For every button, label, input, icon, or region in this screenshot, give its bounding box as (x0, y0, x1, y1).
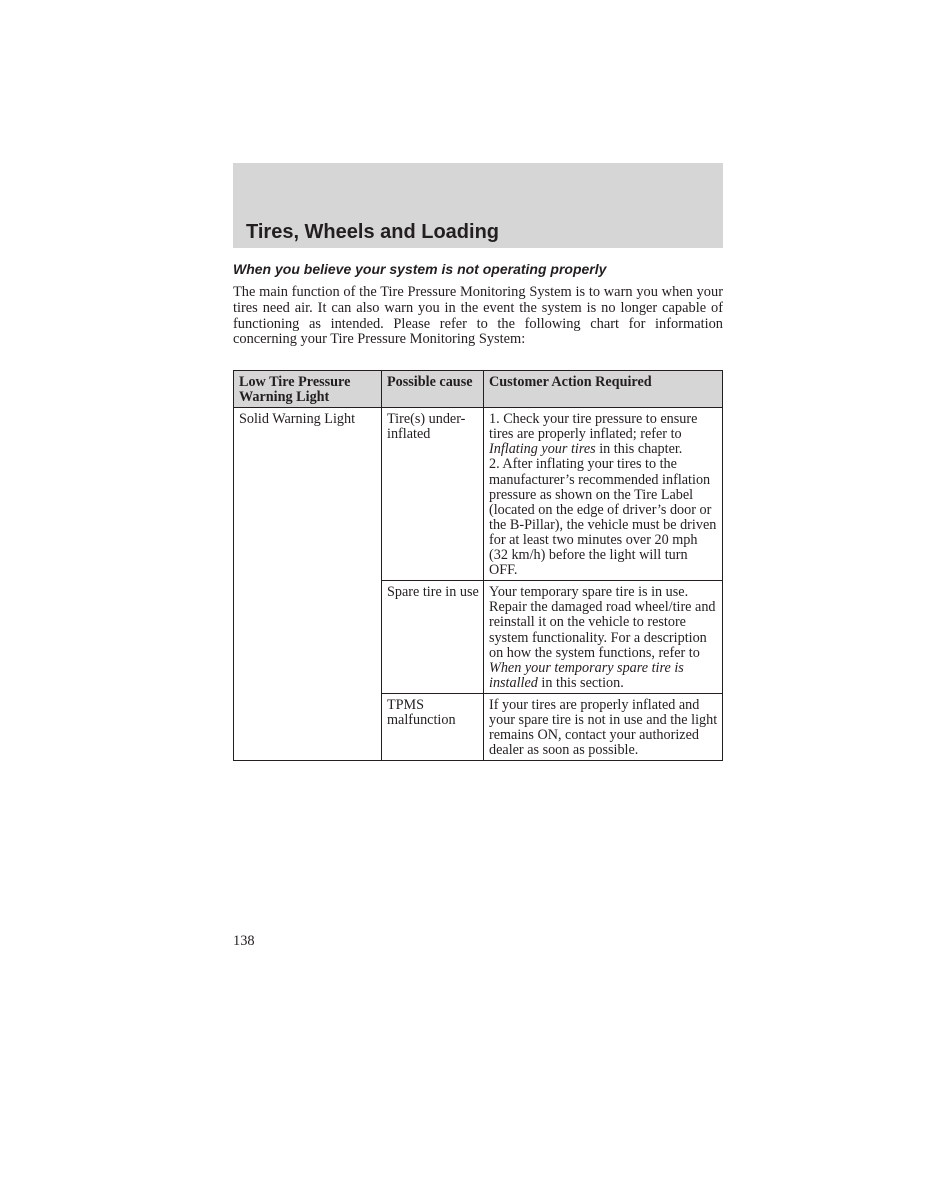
cause-cell: TPMS malfunction (382, 693, 484, 760)
header-customer-action: Customer Action Required (484, 371, 723, 408)
warning-light-cell: Solid Warning Light (234, 408, 382, 761)
page-number: 138 (233, 933, 255, 949)
intro-paragraph: The main function of the Tire Pressure Monitoring System is to warn you when your tires need air. It can also warn you in the event the system is no longer capable of functioning as intended. Please refer to the following chart for information concerning your Tire Pressure Monitoring System: (233, 284, 723, 348)
table-header-row (234, 371, 723, 408)
section-header-band (233, 163, 723, 248)
action-reference: When your temporary spare tire is installed (489, 659, 684, 691)
table-row (234, 408, 723, 581)
action-text: If your tires are properly inflated and your spare tire is not in use and the light remains ON, contact your authorized dealer as soon as possible. (489, 696, 718, 759)
header-possible-cause: Possible cause (382, 371, 484, 408)
header-warning-light: Low Tire Pressure Warning Light (234, 371, 382, 408)
action-cell (484, 693, 723, 760)
action-text: in this chapter. (595, 441, 683, 458)
subheading: When you believe your system is not operating properly (233, 261, 607, 277)
action-text: 1. Check your tire pressure to ensure tires are properly inflated; refer to (489, 411, 698, 443)
action-text: 2. After inflating your tires to the manufacturer’s recommended inflation pressure as shown on the Tire Label (located on the edge of driver’s door or the B-Pillar), the vehicle must be driven for at least two minutes over 20 mph (32 km/h) before the light will turn OFF. (489, 456, 717, 579)
tpms-chart-table (233, 370, 723, 761)
action-text: in this section. (537, 674, 624, 691)
action-cell (484, 581, 723, 694)
section-title: Tires, Wheels and Loading (246, 221, 500, 243)
cause-cell: Spare tire in use (382, 581, 484, 694)
cause-cell: Tire(s) under-inflated (382, 408, 484, 581)
action-cell (484, 408, 723, 581)
action-reference: Inflating your tires (489, 441, 596, 458)
action-text: Your temporary spare tire is in use. Repair the damaged road wheel/tire and reinstall it on the vehicle to restore system functionality. For a description on how the system functions, refer to (489, 584, 716, 661)
